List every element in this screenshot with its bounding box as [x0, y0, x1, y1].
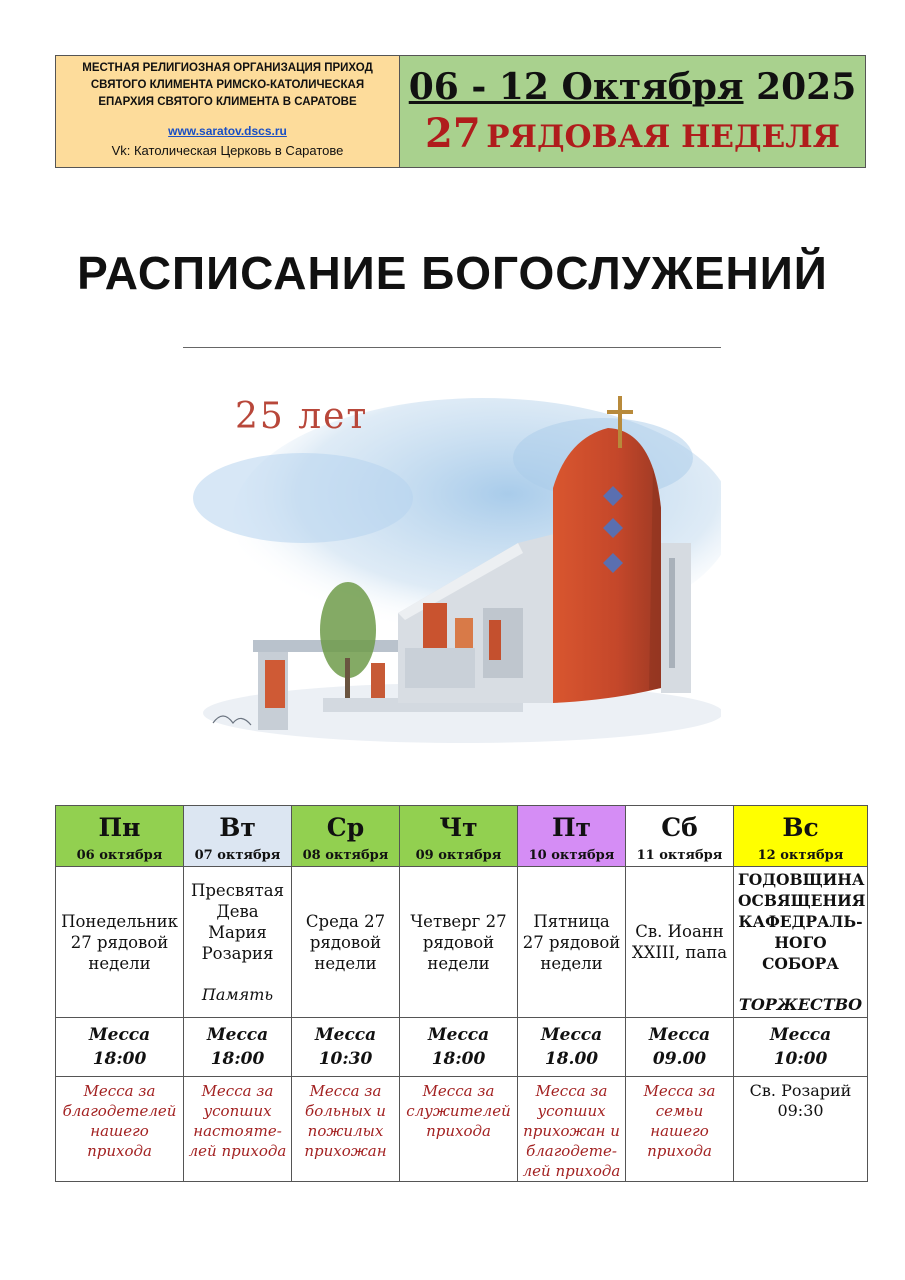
feast-name: ГОДОВЩИНА ОСВЯЩЕНИЯ КАФЕДРАЛЬ-НОГО СОБОРА — [738, 870, 866, 973]
mass-intention: Месса за усопших прихожан и благодете-лей прихода — [518, 1077, 626, 1182]
mass-time: 09.00 — [652, 1049, 707, 1069]
anniversary-caption: 25 лет — [235, 396, 369, 437]
feast-name: Пятница 27 рядовой недели — [522, 911, 621, 973]
mass-label: Месса — [540, 1025, 603, 1045]
feast-rank: Память — [201, 984, 274, 1004]
day-date: 12 октября — [757, 848, 844, 863]
org-name-line-1: МЕСТНАЯ РЕЛИГИОЗНАЯ ОРГАНИЗАЦИЯ ПРИХОД — [82, 62, 373, 74]
day-date: 09 октября — [415, 848, 502, 863]
mass-cell — [734, 1018, 868, 1077]
feast-rank: ТОРЖЕСТВО — [738, 995, 863, 1014]
week-number: 27 — [425, 110, 481, 157]
week-box — [400, 56, 865, 167]
feast-cell — [184, 867, 292, 1018]
mass-time: 18:00 — [431, 1049, 486, 1069]
day-header-cell — [518, 806, 626, 867]
mass-label: Месса — [314, 1025, 377, 1045]
organization-box — [56, 56, 400, 167]
mass-intention: Месса за усопших настояте-лей прихода — [184, 1077, 292, 1182]
mass-intention: Месса за служителей прихода — [400, 1077, 518, 1182]
feast-name: Пресвятая Дева Мария Розария — [190, 880, 285, 963]
day-abbreviation: Пт — [551, 813, 592, 842]
day-header-cell — [184, 806, 292, 867]
feast-cell — [734, 867, 868, 1018]
week-label: РЯДОВАЯ НЕДЕЛЯ — [486, 119, 840, 155]
day-abbreviation: Пн — [98, 813, 141, 842]
day-abbreviation: Вт — [219, 813, 256, 842]
schedule-table — [55, 805, 868, 1182]
intention-row — [56, 1077, 868, 1182]
feast-cell — [400, 867, 518, 1018]
feast-name: Четверг 27 рядовой недели — [410, 911, 507, 973]
day-header-cell — [56, 806, 184, 867]
mass-time: 10:00 — [773, 1049, 828, 1069]
mass-cell — [184, 1018, 292, 1077]
day-abbreviation: Ср — [326, 813, 365, 842]
feast-cell — [56, 867, 184, 1018]
vk-contact: Vk: Католическая Церковь в Саратове — [111, 143, 344, 158]
divider — [183, 347, 721, 348]
day-date: 11 октября — [636, 848, 723, 863]
header-banner — [55, 55, 866, 168]
mass-time: 18:00 — [92, 1049, 147, 1069]
week-dates — [400, 66, 865, 108]
date-range: 06 - 12 Октября — [408, 66, 744, 108]
feast-cell — [518, 867, 626, 1018]
feast-name: Среда 27 рядовой недели — [305, 911, 386, 973]
day-header-cell — [734, 806, 868, 867]
day-header-cell — [626, 806, 734, 867]
website-link[interactable]: www.saratov.dscs.ru — [168, 124, 287, 138]
mass-time: 18.00 — [544, 1049, 599, 1069]
mass-label: Месса — [88, 1025, 151, 1045]
feast-cell — [292, 867, 400, 1018]
feast-name: Св. Иоанн XXIII, папа — [631, 922, 728, 962]
mass-intention: Месса за больных и пожилых прихожан — [292, 1077, 400, 1182]
day-date: 08 октября — [302, 848, 389, 863]
page-title: РАСПИСАНИЕ БОГОСЛУЖЕНИЙ — [77, 247, 828, 299]
org-name-line-3: ЕПАРХИЯ СВЯТОГО КЛИМЕНТА В САРАТОВЕ — [98, 96, 357, 108]
day-date: 10 октября — [528, 848, 615, 863]
mass-intention: Месса за благодетелей нашего прихода — [56, 1077, 184, 1182]
mass-time: 18:00 — [210, 1049, 265, 1069]
mass-cell — [400, 1018, 518, 1077]
day-header-cell — [400, 806, 518, 867]
mass-intention: Св. Розарий 09:30 — [734, 1077, 868, 1182]
mass-cell — [292, 1018, 400, 1077]
mass-cell — [626, 1018, 734, 1077]
year: 2025 — [756, 66, 857, 108]
mass-label: Месса — [769, 1025, 832, 1045]
mass-time-row — [56, 1018, 868, 1077]
mass-label: Месса — [648, 1025, 711, 1045]
day-abbreviation: Сб — [661, 813, 698, 842]
mass-label: Месса — [427, 1025, 490, 1045]
days-header-row — [56, 806, 868, 867]
day-date: 07 октября — [194, 848, 281, 863]
day-date: 06 октября — [76, 848, 163, 863]
day-header-cell — [292, 806, 400, 867]
mass-time: 10:30 — [318, 1049, 373, 1069]
day-abbreviation: Чт — [439, 813, 478, 842]
cathedral-illustration — [183, 368, 721, 764]
feast-row — [56, 867, 868, 1018]
mass-cell — [518, 1018, 626, 1077]
day-abbreviation: Вс — [782, 813, 819, 842]
feast-name: Понедельник 27 рядовой недели — [61, 911, 178, 973]
org-name-line-2: СВЯТОГО КЛИМЕНТА РИМСКО-КАТОЛИЧЕСКАЯ — [90, 79, 365, 91]
mass-label: Месса — [206, 1025, 269, 1045]
ordinary-week — [400, 110, 865, 157]
mass-intention: Месса за семьи нашего прихода — [626, 1077, 734, 1182]
mass-cell — [56, 1018, 184, 1077]
feast-cell — [626, 867, 734, 1018]
